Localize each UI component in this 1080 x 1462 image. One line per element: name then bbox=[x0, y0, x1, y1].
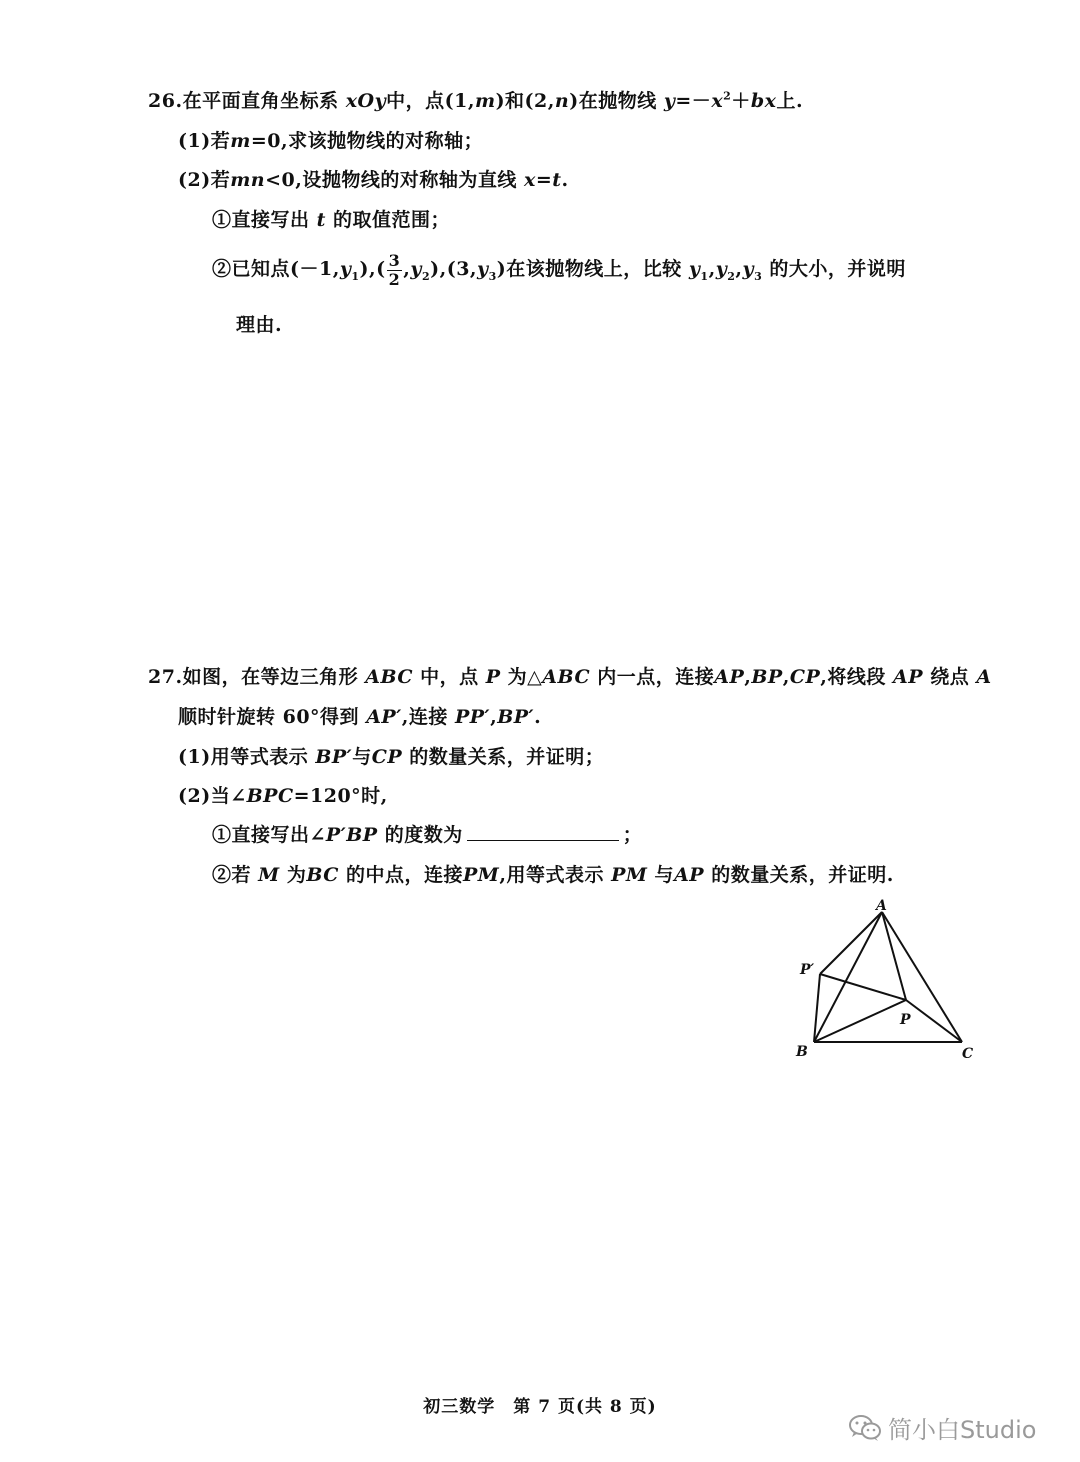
triangle-figure bbox=[770, 890, 1010, 1070]
page-footer: 初三数学 第 7 页(共 8 页) bbox=[423, 1397, 657, 1417]
watermark-text: 简小白Studio bbox=[888, 1416, 1037, 1444]
answer-blank[interactable] bbox=[467, 822, 619, 841]
label-P: P bbox=[900, 1012, 911, 1028]
q27-stem-line2: 顺时针旋转 60°得到 AP′,连接 PP′,BP′. bbox=[178, 706, 542, 728]
segment-CP bbox=[906, 1000, 962, 1042]
q26-stem: 26.在平面直角坐标系 xOy中，点(1,m)和(2,n)在抛物线 $y=-x^2+bx$上. bbox=[148, 89, 804, 112]
q27-sub2: ②若 M 为BC 的中点，连接PM,用等式表示 PM 与AP 的数量关系，并证明. bbox=[212, 864, 894, 886]
label-B: B bbox=[796, 1044, 808, 1060]
q27-part2: (2)当∠BPC=120°时, bbox=[178, 785, 388, 807]
segment-APprime bbox=[820, 912, 882, 974]
label-A: A bbox=[876, 898, 887, 914]
segment-AP bbox=[882, 912, 906, 1000]
q26-part1: (1)若m=0,求该抛物线的对称轴； bbox=[178, 130, 484, 152]
q26-sub2: ②已知点$(-1,y_1)$,( $\frac{3}{2}$ $,y_2),(3,y_3)$在该抛物线上，比较 $y_1,y_2,y_3$ 的大小，并说明 bbox=[212, 251, 906, 289]
label-C: C bbox=[962, 1046, 974, 1062]
fraction-three-halves: $\frac{3}{2}$ bbox=[388, 251, 401, 289]
segment-PPprime bbox=[820, 974, 906, 1000]
segment-BP bbox=[814, 1000, 906, 1042]
q26-part2: (2)若mn<0,设抛物线的对称轴为直线 x=t. bbox=[178, 169, 569, 191]
label-Pprime: P′ bbox=[800, 962, 815, 978]
segment-AB bbox=[814, 912, 882, 1042]
q27-sub1: ①直接写出∠P′BP 的度数为 ； bbox=[212, 824, 643, 846]
q26-number: 26. bbox=[148, 90, 183, 112]
q26-sub2-cont: 理由. bbox=[236, 314, 283, 336]
q27-number: 27. bbox=[148, 666, 183, 688]
watermark bbox=[848, 1410, 1036, 1445]
q27-part1: (1)用等式表示 BP′与CP 的数量关系，并证明； bbox=[178, 746, 605, 768]
wechat-icon bbox=[848, 1414, 882, 1442]
q26-sub1: ①直接写出 t 的取值范围； bbox=[212, 209, 451, 231]
segment-AC bbox=[882, 912, 962, 1042]
q27-stem-line1: 27.如图，在等边三角形 ABC 中，点 P 为△ABC 内一点，连接AP,BP,CP,将线段 AP 绕点 A bbox=[148, 666, 992, 688]
